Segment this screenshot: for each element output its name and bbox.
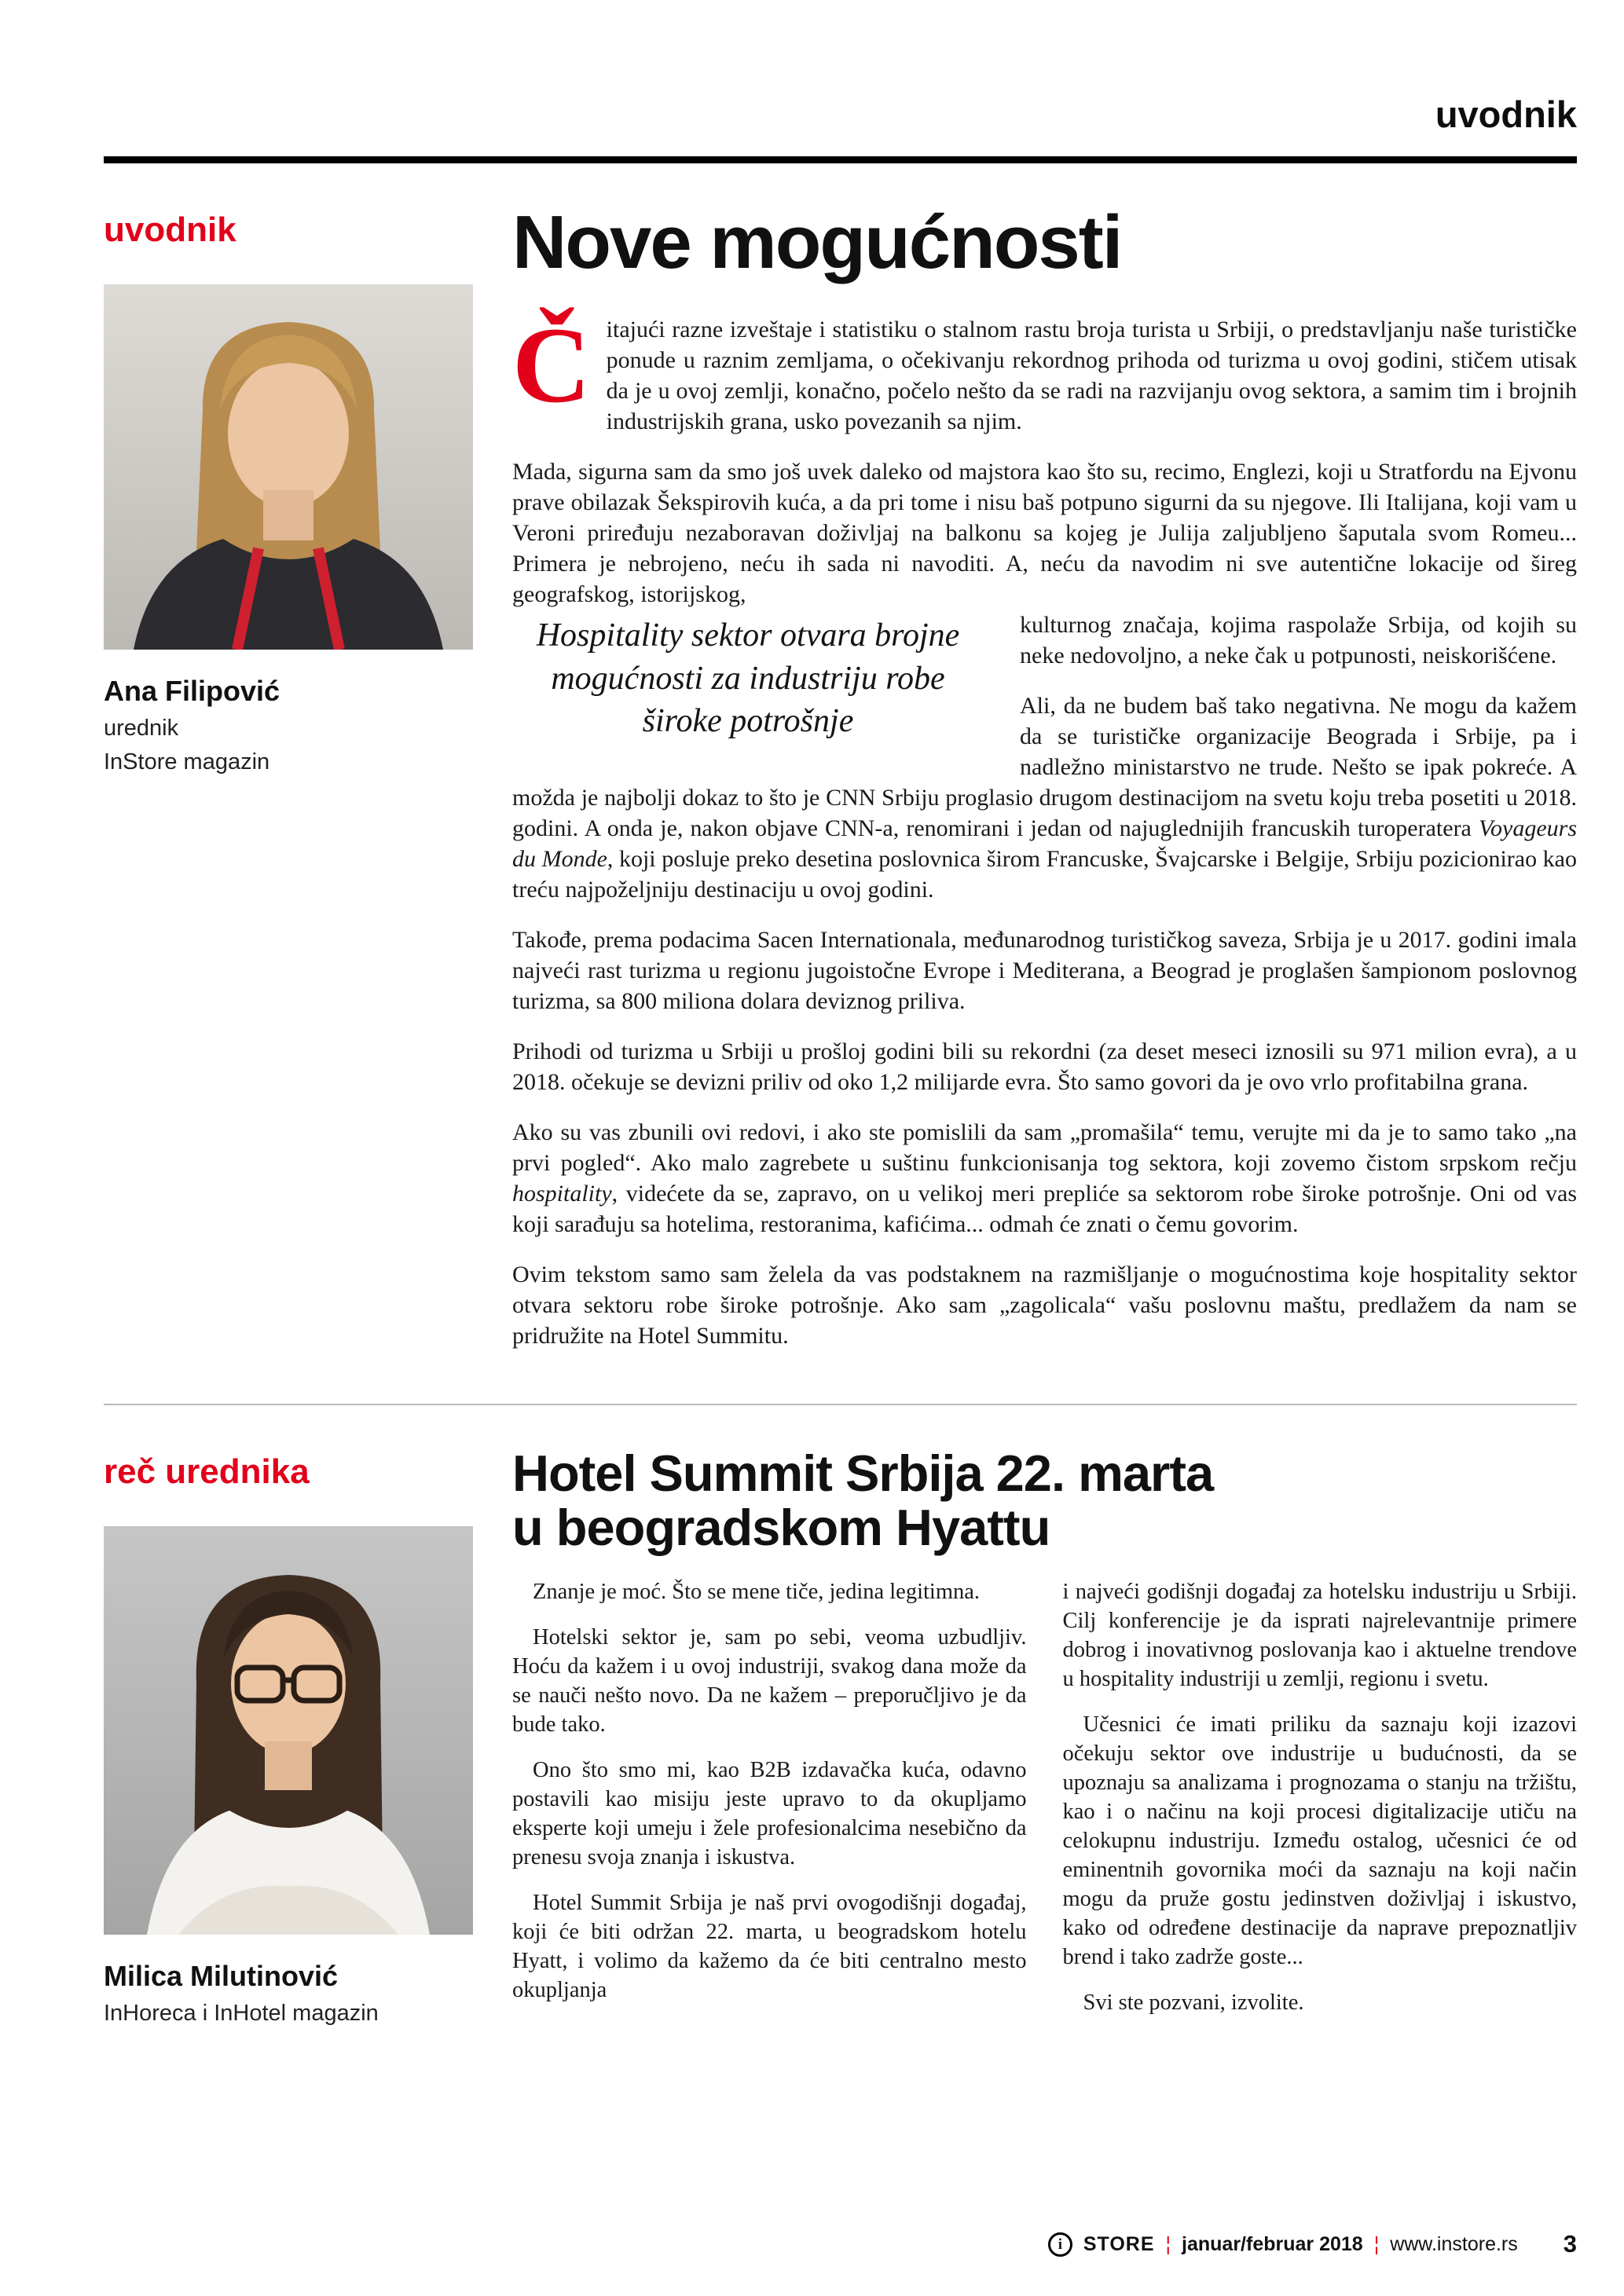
editor-word-main <box>512 1446 1577 2034</box>
page-number: 3 <box>1563 2230 1577 2258</box>
paragraph: Mada, sigurna sam da smo još uvek daleko od majstora kao što su, recimo, Englezi, koji u Stratfordu na Ejvonu prave obilazak Šekspirovih kuća, a da pri tome i nisu baš potpuno sigurni da su njegove. Ili Italijana, koji vam u Veroni priređuju nezaboravan doživljaj na balkonu sa kojeg je Julija zaljubljeno šaputala svom Romeu... Primera je nebrojeno, neću ih sada ni navoditi. A, neću da navodim ni sve autentične lokacije od šireg geografskog, istorijskog, <box>512 458 1577 607</box>
page-footer <box>104 2230 1577 2258</box>
title-line-2: u beogradskom Hyattu <box>512 1499 1050 1557</box>
editor-word-title <box>512 1446 1577 1555</box>
text-column-2 <box>1063 1577 1578 2034</box>
paragraph: Svi ste pozvani, izvolite. <box>1083 1990 1304 2015</box>
editor-word-section <box>104 1446 1577 2034</box>
text-column-1 <box>512 1577 1027 2034</box>
face <box>228 360 349 507</box>
paragraph: Hotelski sektor je, sam po sebi, veoma uzbudljiv. Hoću da kažem i u ovoj industriji, svakog dana može da se nauči nešto novo. Da ne kažem – preporučljivo je da bude tako. <box>512 1625 1027 1737</box>
author-magazine: InHoreca i InHotel magazin <box>104 2001 379 2027</box>
title-line-1: Hotel Summit Srbija 22. marta <box>512 1444 1214 1502</box>
editorial-main <box>512 200 1577 1371</box>
paragraph: Hotel Summit Srbija je naš prvi ovogodišnji događaj, koji će biti održan 22. marta, u beogradskom hotelu Hyatt, i volimo da kažemo da će biti centralno mesto okupljanja <box>512 1891 1027 2002</box>
paragraph: Učesnici će imati priliku da saznaju koji izazovi očekuju sektor ove industrije u budućnosti, da se upoznaju sa analizama i prognozama o stanju na tržištu, kao i o načinu na koji procesi digitalizacije utiču na celokupnu industriju. Između ostalog, učesnici će od eminentnih govornika moći da saznaju na koji način mogu da pruže gostu jedinstven doživljaj i iskustvo, kako od određene destinacije da naprave prepoznatljiv brend i tako zadrže goste... <box>1062 1712 1577 1969</box>
editorial-sidebar <box>104 204 473 1371</box>
neck <box>265 1741 312 1790</box>
instore-logo-icon: i <box>1048 2232 1072 2257</box>
issue-date: januar/februar 2018 <box>1182 2232 1363 2255</box>
footer-separator: ¦ <box>1165 2232 1171 2255</box>
emphasized-word: hospitality <box>512 1180 612 1207</box>
editor-word-columns <box>512 1577 1577 2034</box>
editorial-kicker: uvodnik <box>104 211 236 249</box>
editor-word-kicker: reč urednika <box>104 1452 310 1491</box>
author-magazine: InStore magazin <box>104 749 270 775</box>
neck <box>263 490 313 540</box>
footer-separator: ¦ <box>1373 2232 1380 2255</box>
paragraph-text: , koji posluje preko desetina poslovnica širom Francuske, Švajcarske i Belgije, Srbiju pozicionirao kao treću najpoželjniju destinaciju u ovoj godini. <box>512 845 1577 903</box>
face <box>231 1613 346 1754</box>
ana-filipovic-photo <box>104 284 473 650</box>
paragraph: Ono što smo mi, kao B2B izdavačka kuća, odavno postavili kao misiju jeste upravo to da okupljamo eksperte koji umeju i žele profesionalcima nesebično da prenesu svoja znanja i iskustva. <box>512 1758 1027 1869</box>
pull-quote: Hospitality sektor otvara brojne mogućnosti za industriju robe široke potrošnje <box>536 617 960 740</box>
masthead <box>104 93 1577 135</box>
paragraph-text: Ali, da ne budem baš tako negativna. Ne mogu da kažem da se turističke organizacije Beograda i Srbije, pa i nadležno ministarstvo ne trude. Nešto se ipak pokreće. A možda je najbolji dokaz to što je CNN Srbiju proglasio drugom destinacijom na svetu koju treba posetiti u 2018. godini. A onda je, nakon objave CNN-a, renomirani i jedan od najuglednijih francuskih turoperatera <box>512 692 1577 841</box>
brand-name: STORE <box>1083 2232 1155 2255</box>
paragraph: i najveći godišnji događaj za hotelsku industriju u Srbiji. Cilj konferencije je da isprati najrelevantnije primere dobrog i inovativnog poslovanja kao i aktuelne trendove u hospitality industriji u zemlji, regionu i svetu. <box>1062 1580 1577 1691</box>
section-divider <box>104 1404 1577 1405</box>
editorial-article <box>512 304 1577 1351</box>
paragraph: Ovim tekstom samo sam želela da vas podstaknem na razmišljanje o mogućnostima koje hospitality sektor otvara sektoru robe široke potrošnje. Ako sam „zagolicala“ vašu poslovnu maštu, predlažem da nam se pridružite na Hotel Summitu. <box>512 1261 1577 1349</box>
paragraph-text: , videćete da se, zapravo, on u velikoj meri prepliće sa sektorom robe široke potrošnje. Oni od vas koji sarađuju sa hotelima, restoranima, kafićima... odmah će znati o čemu govorim. <box>512 1180 1577 1237</box>
masthead-section-label: uvodnik <box>1435 93 1577 135</box>
author-name: Ana Filipović <box>104 675 280 708</box>
editorial-title: Nove mogućnosti <box>512 200 1122 284</box>
paragraph: Takođe, prema podacima Sacen Internationala, međunarodnog turističkog saveza, Srbija je u 2017. godini imala najveći rast turizma u regionu jugoistočne Evrope i Mediterana, a Beograd je proglašen šampionom poslovnog turizma, sa 800 miliona dolara deviznog priliva. <box>512 926 1577 1014</box>
editorial-section <box>104 200 1577 1371</box>
editor-word-sidebar <box>104 1446 473 2034</box>
paragraph-lead: Čitajući razne izveštaje i statistiku o stalnom rastu broja turista u Srbiji, o predstavljanju naše turističke ponude u raznim zemljama, o očekivanju rekordnog prihoda od turizma u ovoj godini, stičem utisak da je u ovoj zemlji, konačno, počelo nešto da se radi na razvijanju ovog sektora, a samim tim i brojnih industrijskih grana, usko povezanih sa njim. <box>512 304 1577 434</box>
emphasized-title: Voyageurs du Monde <box>512 815 1577 872</box>
paragraph: Prihodi od turizma u Srbiji u prošloj godini bili su rekordni (za deset meseci iznosili su 971 milion evra), a u 2018. očekuje se devizni priliv od oko 1,2 milijarde evra. Što samo govori da je ovo vrlo profitabilna grana. <box>512 1038 1577 1095</box>
paragraph <box>512 1117 1577 1240</box>
author-name: Milica Milutinović <box>104 1960 339 1993</box>
paragraph: kulturnog značaja, kojima raspolaže Srbija, od kojih su neke nedovoljno, a neke čak u potpunosti, neiskorišćene. <box>1020 611 1577 668</box>
website-url: www.instore.rs <box>1390 2232 1518 2255</box>
milica-milutinovic-photo <box>104 1526 473 1935</box>
paragraph-text: Ako su vas zbunili ovi redovi, i ako ste pomislili da sam „promašila“ temu, verujte mi da je to samo tako „na prvi pogled“. Ako malo zagrebete u suštinu funkcionisanja tog sektora, koji zovemo čistom srpskom rečju <box>512 1119 1577 1176</box>
author-role: urednik <box>104 716 179 742</box>
paragraph: Znanje je moć. Što se mene tiče, jedina legitimna. <box>533 1580 981 1604</box>
masthead-rule <box>104 156 1577 163</box>
